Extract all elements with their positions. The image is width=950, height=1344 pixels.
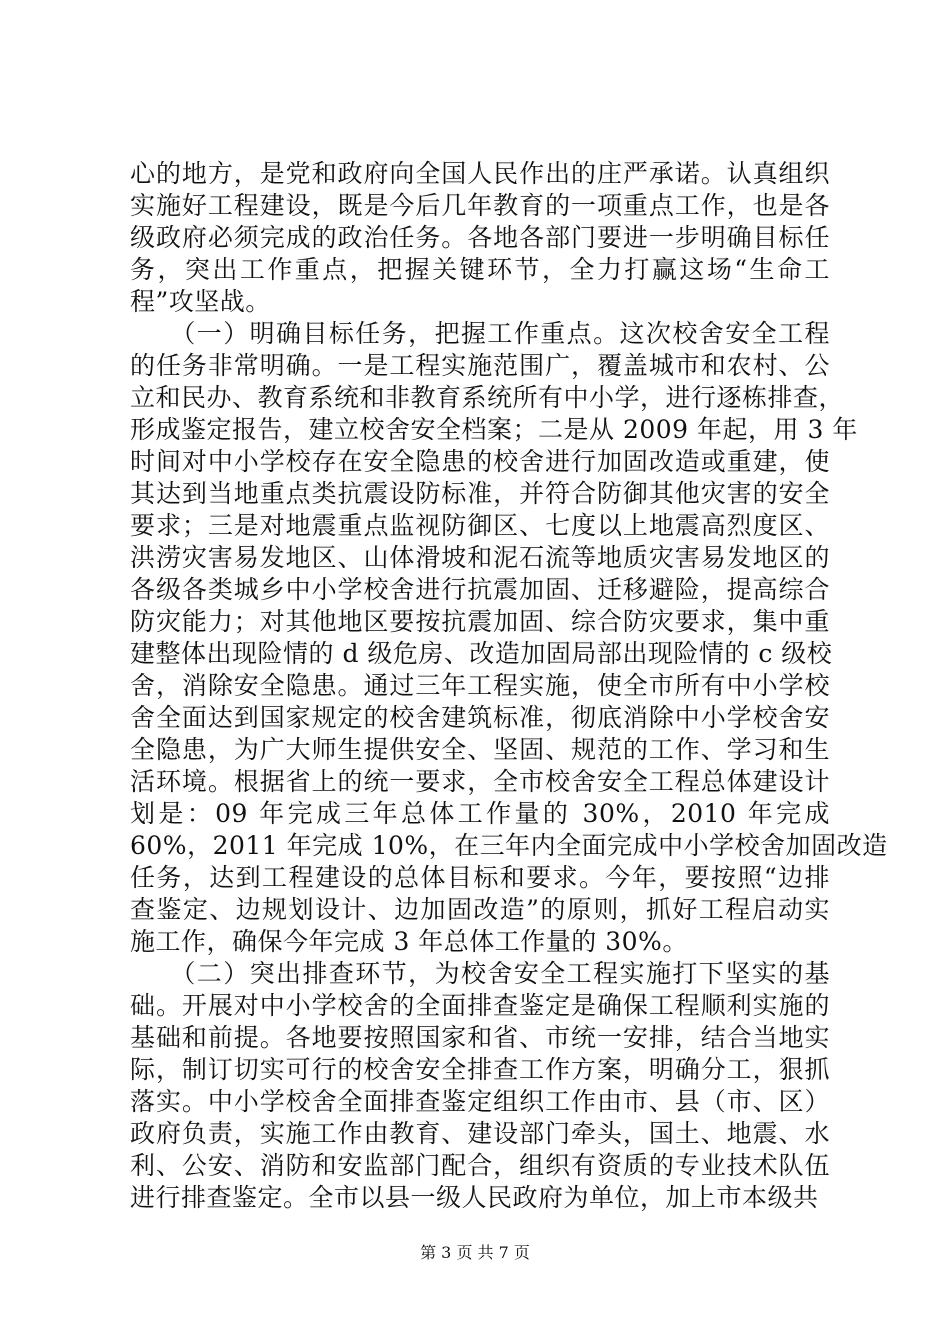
text-line: 查鉴定、边规划设计、边加固改造”的原则，抓好工程启动实 <box>130 895 830 924</box>
text-line: 60%，2011 年完成 10%，在三年内全面完成中小学校舍加固改造 <box>130 831 888 860</box>
paragraph <box>130 958 830 1214</box>
text-line: 形成鉴定报告，建立校舍安全档案；二是从 2009 年起，用 3 年 <box>130 415 858 444</box>
text-line: 防灾能力；对其他地区要按抗震加固、综合防灾要求，集中重 <box>130 607 830 636</box>
text-line: （二）突出排查环节，为校舍安全工程实施打下坚实的基 <box>130 959 830 988</box>
text-line: 进行排查鉴定。全市以县一级人民政府为单位，加上市本级共 <box>130 1183 819 1212</box>
page-footer: 第 3 页 共 7 页 <box>420 1243 530 1262</box>
text-line: 实施好工程建设，既是今后几年教育的一项重点工作，也是各 <box>130 191 830 220</box>
text-line: 级政府必须完成的政治任务。各地各部门要进一步明确目标任 <box>130 223 830 252</box>
text-line: 全隐患，为广大师生提供安全、坚固、规范的工作、学习和生 <box>130 735 830 764</box>
text-line: 程”攻坚战。 <box>130 287 271 316</box>
text-line: 础。开展对中小学校舍的全面排查鉴定是确保工程顺利实施的 <box>130 991 830 1020</box>
text-line: 舍，消除安全隐患。通过三年工程实施，使全市所有中小学校 <box>130 671 830 700</box>
text-line: 施工作，确保今年完成 3 年总体工作量的 30%。 <box>130 927 688 956</box>
text-line: 洪涝灾害易发地区、山体滑坡和泥石流等地质灾害易发地区的 <box>130 543 830 572</box>
text-line: 利、公安、消防和安监部门配合，组织有资质的专业技术队伍 <box>130 1151 830 1180</box>
text-line: 其达到当地重点类抗震设防标准，并符合防御其他灾害的安全 <box>130 479 830 508</box>
text-line: 任务，达到工程建设的总体目标和要求。今年，要按照“边排 <box>130 863 830 892</box>
text-line: 要求；三是对地震重点监视防御区、七度以上地震高烈度区、 <box>130 511 830 540</box>
text-line: 落实。中小学校舍全面排查鉴定组织工作由市、县（市、区） <box>130 1087 830 1116</box>
text-line: 的任务非常明确。一是工程实施范围广，覆盖城市和农村、公 <box>130 351 830 380</box>
text-line: 政府负责，实施工作由教育、建设部门牵头，国土、地震、水 <box>130 1119 830 1148</box>
text-line: 基础和前提。各地要按照国家和省、市统一安排，结合当地实 <box>130 1023 830 1052</box>
body-text <box>130 158 888 1214</box>
text-line: 各级各类城乡中小学校舍进行抗震加固、迁移避险，提高综合 <box>130 575 830 604</box>
text-line: 舍全面达到国家规定的校舍建筑标准，彻底消除中小学校舍安 <box>130 703 830 732</box>
text-line: （一）明确目标任务，把握工作重点。这次校舍安全工程 <box>130 319 830 348</box>
text-line: 际，制订切实可行的校舍安全排查工作方案，明确分工，狠抓 <box>130 1055 830 1084</box>
text-line: 划是：09 年完成三年总体工作量的 30%，2010 年完成 <box>130 799 830 828</box>
text-line: 时间对中小学校存在安全隐患的校舍进行加固改造或重建，使 <box>130 447 830 476</box>
text-line: 活环境。根据省上的统一要求，全市校舍安全工程总体建设计 <box>130 767 830 796</box>
text-line: 建整体出现险情的 d 级危房、改造加固局部出现险情的 c 级校 <box>130 639 833 668</box>
text-line: 务，突出工作重点，把握关键环节，全力打赢这场“生命工 <box>130 255 830 284</box>
text-line: 心的地方，是党和政府向全国人民作出的庄严承诺。认真组织 <box>130 159 830 188</box>
text-line: 立和民办、教育系统和非教育系统所有中小学，进行逐栋排查， <box>130 383 845 412</box>
paragraph <box>130 158 830 318</box>
paragraph <box>130 318 888 958</box>
